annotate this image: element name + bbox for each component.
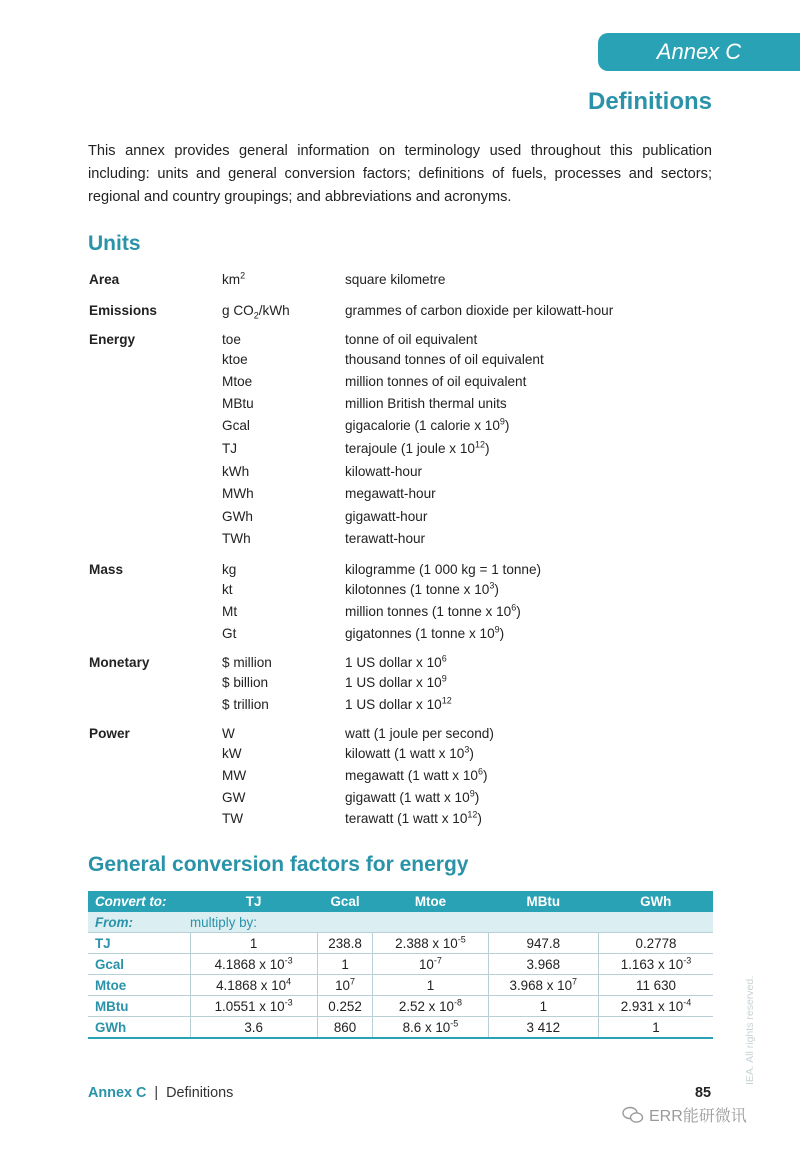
wechat-icon (622, 1106, 644, 1124)
unit-symbol: Mtoe (222, 374, 253, 389)
multiply-label: multiply by: (190, 912, 713, 933)
table-cell: 1 (317, 954, 373, 975)
intro-paragraph: This annex provides general information on terminology used throughout this publication including: units and general conversion factors; definitions of fuels, processes and sectors; regional and country groupings; and abbreviations and acronyms. (88, 143, 712, 205)
unit-symbol: $ trillion (222, 697, 269, 712)
unit-symbol: toe (222, 332, 241, 347)
unit-description: terawatt (1 watt x $10^{12}$) (345, 809, 482, 826)
unit-description: kilowatt-hour (345, 464, 423, 479)
units-category-monetary: Monetary (89, 655, 150, 670)
footer-annex: Annex C (88, 1085, 147, 1101)
table-header-row (88, 891, 713, 912)
unit-symbol: kWh (222, 464, 250, 479)
footer-running-head (88, 1085, 233, 1101)
unit-symbol: GW (222, 790, 246, 805)
unit-description: gigawatt-hour (345, 509, 428, 524)
table-cell: 1 (190, 933, 317, 954)
table-row (88, 975, 713, 996)
unit-symbol: MWh (222, 486, 254, 501)
column-header: Mtoe (373, 891, 488, 912)
conversion-table (88, 891, 713, 1039)
unit-description: thousand tonnes of oil equivalent (345, 352, 544, 367)
table-cell: $10^7$ (317, 975, 373, 996)
table-cell: 2.388 x $10^{-5}$ (373, 933, 488, 954)
table-cell: 860 (317, 1017, 373, 1039)
unit-symbol: MBtu (222, 396, 254, 411)
row-label: Mtoe (88, 975, 190, 996)
unit-symbol: ktoe (222, 352, 248, 367)
unit-description: 1 US dollar x $10^6$ (345, 653, 447, 670)
table-cell: 4.1868 x $10^4$ (190, 975, 317, 996)
unit-description: million British thermal units (345, 396, 507, 411)
watermark-text: ERR能研微讯 (649, 1108, 747, 1125)
row-label: Gcal (88, 954, 190, 975)
table-cell: 3 412 (488, 1017, 598, 1039)
table-cell: 0.252 (317, 996, 373, 1017)
unit-symbol: MW (222, 768, 247, 783)
unit-description: terawatt-hour (345, 531, 426, 546)
page-number: 85 (695, 1085, 712, 1101)
table-cell: $10^{-7}$ (373, 954, 488, 975)
unit-description: million tonnes (1 tonne x $10^6$) (345, 602, 521, 619)
unit-symbol: $ million (222, 655, 272, 670)
footer-separator: | (154, 1085, 159, 1101)
unit-description: watt (1 joule per second) (345, 726, 494, 741)
table-cell: 1 (488, 996, 598, 1017)
unit-symbol: TWh (222, 531, 251, 546)
row-label: MBtu (88, 996, 190, 1017)
footer-section: Definitions (166, 1085, 234, 1101)
column-header: Gcal (317, 891, 373, 912)
units-category-area: Area (89, 272, 120, 287)
row-label: TJ (88, 933, 190, 954)
from-row (88, 912, 713, 933)
column-header: GWh (599, 891, 714, 912)
unit-symbol: W (222, 726, 235, 741)
table-cell: 947.8 (488, 933, 598, 954)
table-row (88, 996, 713, 1017)
annex-tab-label: Annex C (656, 39, 742, 64)
unit-description: 1 US dollar x $10^{12}$ (345, 695, 452, 712)
unit-description: gigatonnes (1 tonne x $10^9$) (345, 624, 505, 641)
unit-symbol: kW (222, 746, 242, 761)
unit-symbol: $ billion (222, 675, 269, 690)
unit-symbol: $km^2$ (222, 270, 246, 287)
unit-description: megawatt-hour (345, 486, 436, 501)
rights-notice: IEA. All rights reserved. (744, 975, 756, 1085)
unit-symbol: kt (222, 582, 233, 597)
unit-description: million tonnes of oil equivalent (345, 374, 527, 389)
units-category-power: Power (89, 726, 130, 741)
table-cell: 4.1868 x $10^{-3}$ (190, 954, 317, 975)
unit-symbol: Gt (222, 626, 237, 641)
table-cell: 3.6 (190, 1017, 317, 1039)
table-cell: 1 (599, 1017, 714, 1039)
convert-to-header: Convert to: (88, 891, 190, 912)
table-cell: 1.163 x $10^{-3}$ (599, 954, 714, 975)
units-heading: Units (88, 232, 141, 255)
unit-description: gigacalorie (1 calorie x $10^9$) (345, 416, 510, 433)
unit-symbol: GWh (222, 509, 253, 524)
unit-symbol: Gcal (222, 418, 250, 433)
table-cell: 3.968 (488, 954, 598, 975)
table-cell: 2.52 x $10^{-8}$ (373, 996, 488, 1017)
table-cell: 0.2778 (599, 933, 714, 954)
unit-description: terajoule (1 joule x $10^{12}$) (345, 439, 490, 456)
table-cell: 8.6 x $10^{-5}$ (373, 1017, 488, 1039)
table-cell: 1 (373, 975, 488, 996)
unit-description: gigawatt (1 watt x $10^9$) (345, 788, 480, 805)
watermark (622, 1103, 747, 1126)
unit-symbol: TJ (222, 441, 238, 456)
table-cell: 3.968 x $10^7$ (488, 975, 598, 996)
unit-description: 1 US dollar x $10^9$ (345, 673, 447, 690)
units-category-emissions: Emissions (89, 303, 157, 318)
page-title: Definitions (588, 88, 712, 115)
unit-description: grammes of carbon dioxide per kilowatt-hour (345, 303, 614, 318)
table-cell: 2.931 x $10^{-4}$ (599, 996, 714, 1017)
units-category-energy: Energy (89, 332, 136, 347)
unit-description: tonne of oil equivalent (345, 332, 478, 347)
unit-symbol: TW (222, 811, 244, 826)
column-header: MBtu (488, 891, 598, 912)
table-row (88, 933, 713, 954)
units-category-mass: Mass (89, 562, 124, 577)
unit-symbol: Mt (222, 604, 238, 619)
table-cell: 11 630 (599, 975, 714, 996)
unit-symbol: kg (222, 562, 237, 577)
table-row (88, 1017, 713, 1039)
unit-symbol: g $CO_2$/kWh (222, 303, 290, 321)
from-label: From: (88, 912, 190, 933)
unit-description: square kilometre (345, 272, 446, 287)
table-cell: 238.8 (317, 933, 373, 954)
unit-description: kilogramme (1 000 kg = 1 tonne) (345, 562, 542, 577)
table-row (88, 954, 713, 975)
unit-description: kilowatt (1 watt x $10^3$) (345, 744, 474, 761)
row-label: GWh (88, 1017, 190, 1039)
conversion-heading: General conversion factors for energy (88, 853, 469, 876)
unit-description: megawatt (1 watt x $10^6$) (345, 766, 488, 783)
unit-description: kilotonnes (1 tonne x $10^3$) (345, 580, 499, 597)
column-header: TJ (190, 891, 317, 912)
table-cell: 1.0551 x $10^{-3}$ (190, 996, 317, 1017)
